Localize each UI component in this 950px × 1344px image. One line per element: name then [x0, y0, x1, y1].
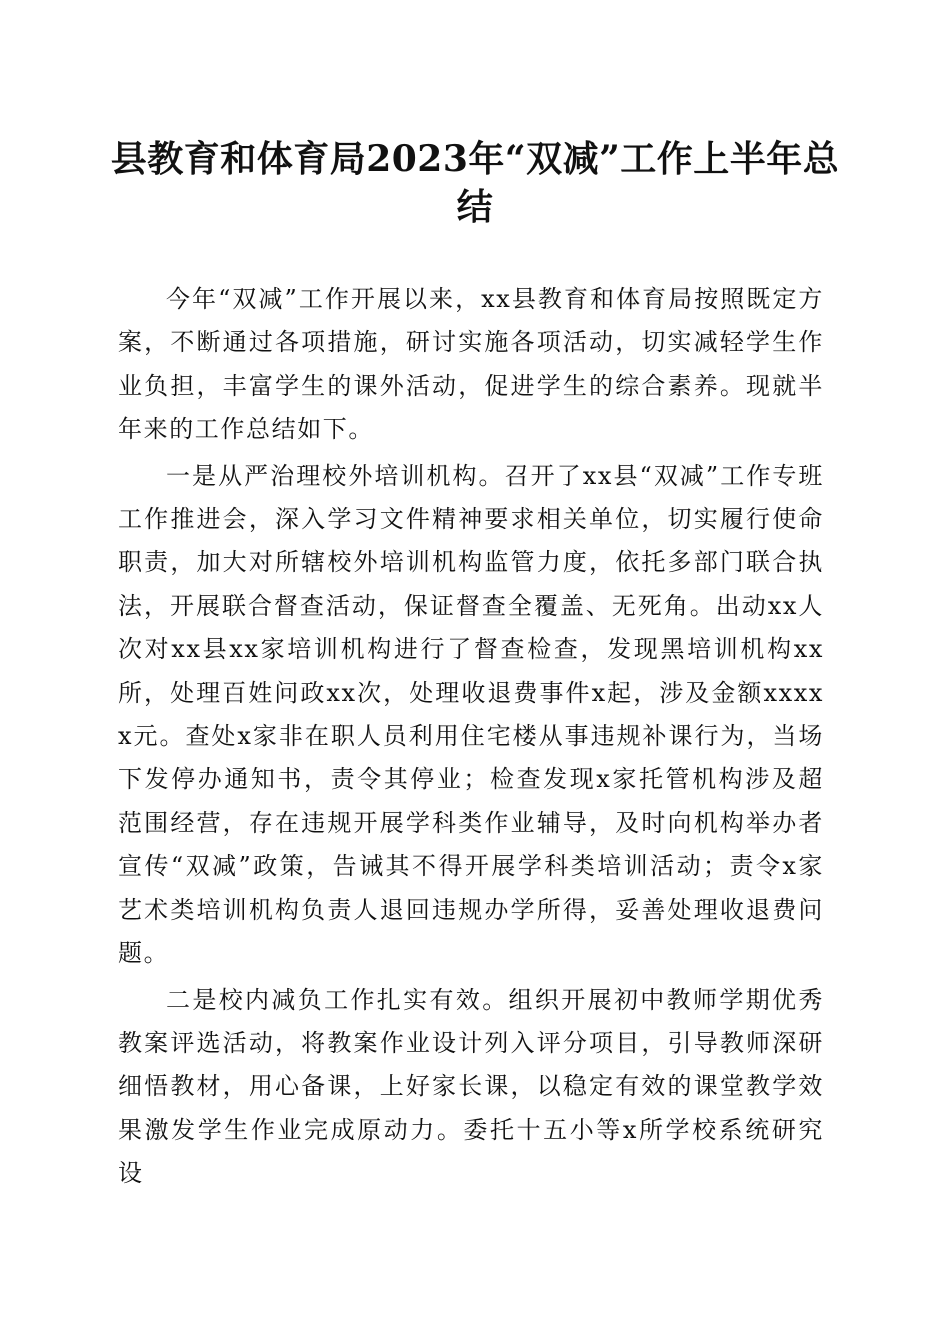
document-body	[118, 278, 824, 1199]
paragraph-text: 召开了xx县“双减”工作专班工作推进会，深入学习文件精神要求相关单位，切实履行使命职责，加大对所辖校外培训机构监管力度，依托多部门联合执法，开展联合督查活动，保证督查全覆盖、无死角。出动xx人次对xx县xx家培训机构进行了督查检查，发现黑培训机构xx所，处理百姓问政xx次，处理收退费事件x起，涉及金额xxxxx元。查处x家非在职人员利用住宅楼从事违规补课行为，当场下发停办通知书，责令其停业；检查发现x家托管机构涉及超范围经营，存在违规开展学科类作业辅导，及时向机构举办者宣传“双减”政策，告诫其不得开展学科类培训活动；责令x家艺术类培训机构负责人退回违规办学所得，妥善处理收退费问题。	[118, 461, 824, 968]
paragraph-section-2	[118, 979, 824, 1196]
paragraph-section-1	[118, 455, 824, 976]
paragraph-text: 组织开展初中教师学期优秀教案评选活动，将教案作业设计列入评分项目，引导教师深研细悟教材，用心备课，上好家长课，以稳定有效的课堂教学效果激发学生作业完成原动力。委托十五小等x所学校系统研究设	[118, 985, 824, 1188]
paragraph-text: 今年“双减”工作开展以来，xx县教育和体育局按照既定方案，不断通过各项措施，研讨实施各项活动，切实减轻学生作业负担，丰富学生的课外活动，促进学生的综合素养。现就半年来的工作总结如下。	[118, 285, 824, 444]
document-title: 县教育和体育局2023年“双减”工作上半年总结	[110, 138, 840, 228]
paragraph-intro	[118, 278, 824, 452]
paragraph-lead: 二是校内减负工作扎实有效。	[166, 985, 509, 1014]
paragraph-lead: 一是从严治理校外培训机构。	[166, 461, 505, 490]
